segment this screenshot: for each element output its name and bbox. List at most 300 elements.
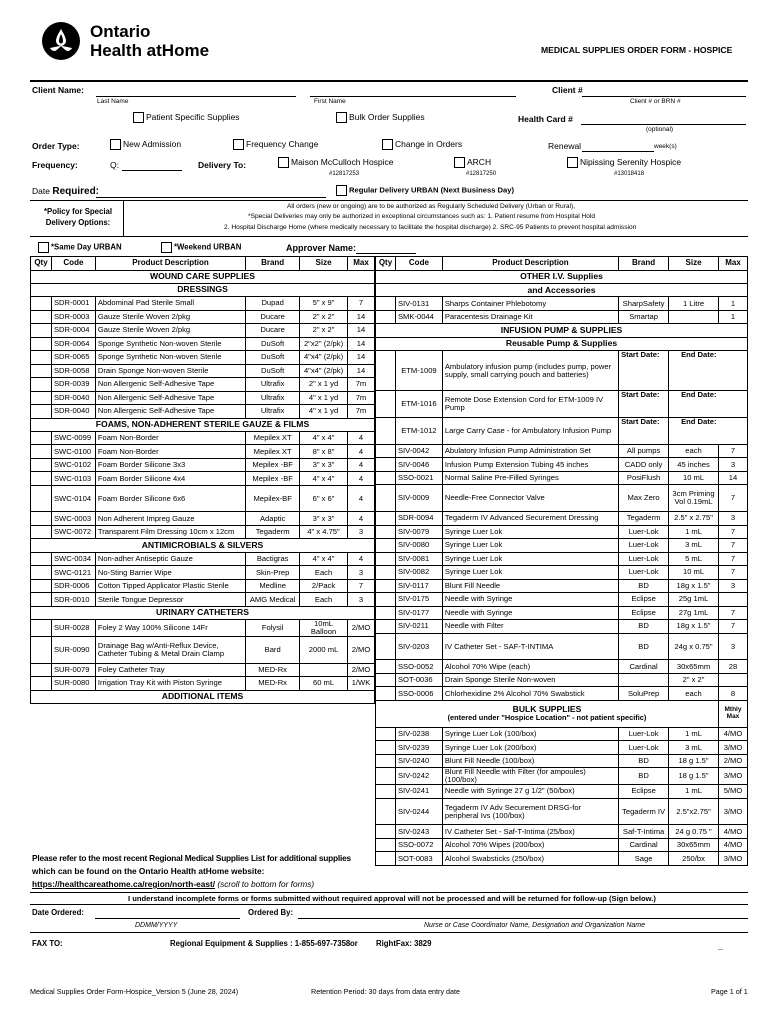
brand-cell: Tegaderm bbox=[246, 525, 300, 539]
qty-cell[interactable] bbox=[376, 660, 396, 674]
size-cell: 6" x 6" bbox=[300, 485, 348, 512]
max-cell: 3 bbox=[718, 512, 747, 526]
qty-cell[interactable] bbox=[31, 297, 52, 311]
size-cell: 2.5" x 2.75" bbox=[669, 512, 719, 526]
bulk-order-checkbox[interactable] bbox=[336, 112, 347, 123]
item-row bbox=[31, 324, 375, 338]
code-cell: SWC-0003 bbox=[51, 512, 95, 526]
qty-cell[interactable] bbox=[376, 785, 396, 799]
description-cell: Needle with Filter bbox=[442, 620, 618, 634]
brand-cell: Mepilex XT bbox=[246, 431, 300, 445]
qty-cell[interactable] bbox=[376, 471, 396, 485]
end-date-cell[interactable]: End Date: bbox=[669, 391, 748, 418]
code-cell: SDR-0004 bbox=[51, 324, 95, 338]
regular-delivery-checkbox[interactable] bbox=[336, 185, 347, 196]
item-row bbox=[376, 310, 748, 324]
code-cell: SDR-0003 bbox=[51, 310, 95, 324]
description-cell: IV Catheter Set - Saf-T-Intima (25/box) bbox=[442, 825, 618, 839]
max-cell: 14 bbox=[347, 337, 374, 351]
code-cell: SIV-0081 bbox=[395, 552, 442, 566]
brand-cell: Eclipse bbox=[619, 593, 669, 607]
max-cell: 3/MO bbox=[718, 741, 747, 755]
size-cell: 2"x2" (2/pk) bbox=[300, 337, 348, 351]
section-header-row bbox=[31, 418, 375, 431]
qty-cell[interactable] bbox=[31, 472, 52, 486]
brand-cell: BD bbox=[619, 754, 669, 768]
qty-cell[interactable] bbox=[376, 768, 396, 785]
max-cell: 3/MO bbox=[718, 798, 747, 825]
brand-cell: Cardinal bbox=[619, 660, 669, 674]
size-cell: 45 inches bbox=[669, 458, 719, 472]
last-name-caption: Last Name bbox=[97, 98, 129, 105]
code-cell: SDR-0006 bbox=[51, 579, 95, 593]
brand-cell: Eclipse bbox=[619, 606, 669, 620]
qty-cell[interactable] bbox=[376, 633, 396, 660]
bulk-title: BULK SUPPLIES bbox=[512, 704, 582, 715]
code-cell: SWC-0102 bbox=[51, 458, 95, 472]
qty-cell[interactable] bbox=[31, 351, 52, 365]
page-number: Page 1 of 1 bbox=[711, 987, 748, 996]
frequency-change-checkbox[interactable] bbox=[233, 139, 244, 150]
max-cell: 7m bbox=[347, 391, 374, 405]
date-format-caption: DDMM/YYYY bbox=[135, 922, 178, 929]
website-line: https://healthcareathome.ca/region/north-east/ (scroll to bottom for forms) bbox=[32, 879, 315, 889]
qty-cell[interactable] bbox=[31, 485, 52, 512]
code-cell: SDR-0040 bbox=[51, 391, 95, 405]
new-admission-option[interactable]: New Admission bbox=[110, 139, 181, 150]
qty-cell[interactable] bbox=[376, 673, 396, 687]
col-qty: Qty bbox=[376, 257, 396, 271]
qty-cell[interactable] bbox=[376, 539, 396, 553]
qty-cell[interactable] bbox=[31, 445, 52, 459]
item-row bbox=[376, 727, 748, 741]
max-cell: 7 bbox=[347, 297, 374, 311]
maison-checkbox[interactable] bbox=[278, 157, 289, 168]
brand-cell: Luer-Lok bbox=[619, 552, 669, 566]
max-cell: 3/MO bbox=[718, 768, 747, 785]
item-row bbox=[31, 458, 375, 472]
maison-option[interactable]: Maison McCulloch Hospice bbox=[278, 157, 394, 168]
qty-cell[interactable] bbox=[31, 405, 52, 419]
description-cell: Needle with Syringe bbox=[442, 593, 618, 607]
item-row bbox=[31, 378, 375, 392]
renewal-field[interactable] bbox=[582, 151, 654, 152]
max-cell: 4/MO bbox=[718, 825, 747, 839]
brand-cell: Ultrafix bbox=[246, 378, 300, 392]
max-cell: 7 bbox=[718, 485, 747, 512]
size-cell: 24g x 0.75" bbox=[669, 633, 719, 660]
code-cell: SIV-0079 bbox=[395, 525, 442, 539]
max-cell: 14 bbox=[347, 364, 374, 378]
section-header-row bbox=[376, 324, 748, 337]
size-cell: 2000 mL bbox=[300, 637, 348, 664]
max-cell: 3 bbox=[347, 525, 374, 539]
section-title: DRESSINGS bbox=[31, 283, 375, 296]
qty-cell[interactable] bbox=[31, 458, 52, 472]
qty-cell[interactable] bbox=[31, 525, 52, 539]
qty-cell[interactable] bbox=[31, 663, 52, 677]
pump-row bbox=[376, 418, 748, 445]
max-cell: 3 bbox=[347, 593, 374, 607]
max-cell: 2/MO bbox=[718, 754, 747, 768]
approver-label: Approver Name: bbox=[286, 243, 357, 253]
nurse-caption: Nurse or Case Coordinator Name, Designation and Organization Name bbox=[424, 922, 645, 929]
item-row bbox=[376, 660, 748, 674]
optional-caption: (optional) bbox=[646, 126, 674, 133]
size-cell: 2/Pack bbox=[300, 579, 348, 593]
description-cell: Foam Non-Border bbox=[95, 431, 245, 445]
date-ordered-field[interactable] bbox=[95, 918, 240, 919]
regular-delivery-option[interactable]: Regular Delivery URBAN (Next Business Day) bbox=[336, 185, 514, 196]
frequency-label: Frequency: bbox=[32, 160, 78, 170]
brand-cell: Saf-T-Intima bbox=[619, 825, 669, 839]
code-cell: SIV-0244 bbox=[395, 798, 442, 825]
size-cell bbox=[669, 310, 719, 324]
size-cell: 2" x 2" bbox=[300, 324, 348, 338]
arch-checkbox[interactable] bbox=[454, 157, 465, 168]
item-row bbox=[376, 754, 748, 768]
ordered-by-field[interactable] bbox=[298, 918, 748, 919]
size-cell: 4" x 1 yd bbox=[300, 391, 348, 405]
code-cell: SIV-0239 bbox=[395, 741, 442, 755]
arch-option[interactable]: ARCH bbox=[454, 157, 491, 168]
qty-cell[interactable] bbox=[31, 391, 52, 405]
section-title: URINARY CATHETERS bbox=[31, 606, 375, 619]
qty-cell[interactable] bbox=[31, 324, 52, 338]
item-row bbox=[31, 391, 375, 405]
qty-cell[interactable] bbox=[31, 677, 52, 691]
brand-cell: Luer-Lok bbox=[619, 539, 669, 553]
end-date-cell[interactable]: End Date: bbox=[669, 418, 748, 445]
item-row bbox=[31, 364, 375, 378]
description-cell: Gauze Sterile Woven 2/pkg bbox=[95, 310, 245, 324]
brand-cell: Cardinal bbox=[619, 838, 669, 852]
ontario-trillium-logo bbox=[42, 22, 80, 60]
qty-cell[interactable] bbox=[31, 310, 52, 324]
item-row bbox=[31, 663, 375, 677]
size-cell: 30x65mm bbox=[669, 838, 719, 852]
qty-cell[interactable] bbox=[376, 310, 396, 324]
frequency-field[interactable] bbox=[122, 170, 182, 171]
brand-cell: Mepilex -BF bbox=[246, 458, 300, 472]
qty-cell[interactable] bbox=[376, 825, 396, 839]
qty-cell[interactable] bbox=[376, 351, 396, 391]
nipissing-checkbox[interactable] bbox=[567, 157, 578, 168]
maison-number: #12817253 bbox=[329, 171, 360, 177]
same-day-option[interactable]: *Same Day URBAN bbox=[38, 242, 122, 253]
brand-cell: Mepilex XT bbox=[246, 445, 300, 459]
item-row bbox=[376, 566, 748, 580]
bulk-order-option[interactable]: Bulk Order Supplies bbox=[336, 112, 425, 123]
qty-cell[interactable] bbox=[31, 637, 52, 664]
client-number-label: Client # bbox=[552, 85, 583, 95]
website-link[interactable]: https://healthcareathome.ca/region/north-east/ bbox=[32, 879, 216, 889]
col-brand: Brand bbox=[246, 257, 300, 271]
version-text: Medical Supplies Order Form-Hospice_Version 5 (June 28, 2024) bbox=[30, 987, 239, 996]
description-cell: Tegaderm IV Adv Securement DRSG-for peripheral Ivs (100/box) bbox=[442, 798, 618, 825]
qty-cell[interactable] bbox=[376, 418, 396, 445]
qty-cell[interactable] bbox=[376, 579, 396, 593]
code-cell: SDR-0094 bbox=[395, 512, 442, 526]
col-qty: Qty bbox=[31, 257, 52, 271]
qty-cell[interactable] bbox=[376, 391, 396, 418]
brand-cell: Mepilex -BF bbox=[246, 472, 300, 486]
max-cell: 1 bbox=[718, 297, 747, 311]
frequency-change-option[interactable]: Frequency Change bbox=[233, 139, 318, 150]
description-cell: Chlorhexidine 2% Alcohol 70% Swabstick bbox=[442, 687, 618, 701]
same-day-checkbox[interactable] bbox=[38, 242, 49, 253]
brand-cell: Luer-Lok bbox=[619, 525, 669, 539]
item-row bbox=[31, 677, 375, 691]
size-cell: 5 mL bbox=[669, 552, 719, 566]
ordered-by-label: Ordered By: bbox=[248, 908, 294, 917]
qty-cell[interactable] bbox=[376, 512, 396, 526]
item-row bbox=[376, 741, 748, 755]
max-cell: 7 bbox=[718, 444, 747, 458]
code-cell: SWC-0121 bbox=[51, 566, 95, 580]
fax-to-label: FAX TO: bbox=[32, 939, 63, 948]
size-cell: 4" x 1 yd bbox=[300, 405, 348, 419]
change-in-orders-checkbox[interactable] bbox=[382, 139, 393, 150]
qty-cell[interactable] bbox=[31, 512, 52, 526]
item-row bbox=[31, 485, 375, 512]
code-cell: SDR-0065 bbox=[51, 351, 95, 365]
health-card-field[interactable] bbox=[581, 124, 746, 125]
item-row bbox=[376, 579, 748, 593]
brand-cell: PosiFlush bbox=[619, 471, 669, 485]
warning-text: I understand incomplete forms or forms submitted without required approval will not be processed and will be returned for follow-up (Sign below.) bbox=[128, 894, 656, 903]
qty-cell[interactable] bbox=[31, 552, 52, 566]
date-required-field[interactable] bbox=[96, 197, 326, 198]
size-cell: 25g 1mL bbox=[669, 593, 719, 607]
client-number-field[interactable] bbox=[582, 96, 746, 97]
qty-cell[interactable] bbox=[376, 852, 396, 866]
max-cell: 14 bbox=[718, 471, 747, 485]
description-cell: Non Allergenic Self-Adhesive Tape bbox=[95, 391, 245, 405]
code-cell: SIV-0082 bbox=[395, 566, 442, 580]
brand-cell: Sage bbox=[619, 852, 669, 866]
max-cell: 4 bbox=[347, 431, 374, 445]
qty-cell[interactable] bbox=[31, 431, 52, 445]
qty-cell[interactable] bbox=[376, 687, 396, 701]
max-cell: 7 bbox=[718, 539, 747, 553]
start-date-cell[interactable]: Start Date: bbox=[619, 391, 669, 418]
size-cell: Each bbox=[300, 566, 348, 580]
policy-line-2: *Special Deliveries may only be authorized in exceptional circumstances such as: 1. Patient resume from Hospital Hold bbox=[248, 213, 596, 220]
max-cell: 4/MO bbox=[718, 838, 747, 852]
size-cell: 1 mL bbox=[669, 727, 719, 741]
section-header-row bbox=[376, 270, 748, 283]
item-row bbox=[376, 525, 748, 539]
brand-cell: MED-Rx bbox=[246, 663, 300, 677]
qty-cell[interactable] bbox=[376, 525, 396, 539]
max-cell: 3 bbox=[718, 633, 747, 660]
item-row bbox=[31, 445, 375, 459]
description-cell: Non Allergenic Self-Adhesive Tape bbox=[95, 378, 245, 392]
qty-cell[interactable] bbox=[376, 838, 396, 852]
qty-cell[interactable] bbox=[376, 727, 396, 741]
max-cell: 4/MO bbox=[718, 727, 747, 741]
delivery-to-label: Delivery To: bbox=[198, 160, 247, 170]
qty-cell[interactable] bbox=[376, 606, 396, 620]
qty-cell[interactable] bbox=[31, 620, 52, 637]
size-cell: 18 g 1.5" bbox=[669, 754, 719, 768]
first-name-caption: First Name bbox=[314, 98, 346, 105]
retention-text: Retention Period: 30 days from data entry date bbox=[311, 987, 461, 996]
start-date-cell[interactable]: Start Date: bbox=[619, 418, 669, 445]
description-cell: Blunt Fill Needle with Filter (for ampoules) (100/box) bbox=[442, 768, 618, 785]
qty-cell[interactable] bbox=[31, 337, 52, 351]
approver-field[interactable] bbox=[356, 253, 416, 254]
brand-cell: DuSoft bbox=[246, 364, 300, 378]
code-cell: SWC-0100 bbox=[51, 445, 95, 459]
size-cell: 2.5"x2.75" bbox=[669, 798, 719, 825]
brand-cell: BD bbox=[619, 633, 669, 660]
size-cell: 60 mL bbox=[300, 677, 348, 691]
qty-cell[interactable] bbox=[376, 593, 396, 607]
change-in-orders-option[interactable]: Change in Orders bbox=[382, 139, 462, 150]
qty-cell[interactable] bbox=[376, 297, 396, 311]
code-cell: SUR-0090 bbox=[51, 637, 95, 664]
max-cell: 2/MO bbox=[347, 637, 374, 664]
patient-specific-checkbox[interactable] bbox=[133, 112, 144, 123]
col-size: Size bbox=[669, 257, 719, 271]
qty-cell[interactable] bbox=[376, 552, 396, 566]
qty-cell[interactable] bbox=[376, 566, 396, 580]
item-row bbox=[376, 852, 748, 866]
weekend-checkbox[interactable] bbox=[161, 242, 172, 253]
max-cell: 4 bbox=[347, 485, 374, 512]
qty-cell[interactable] bbox=[376, 754, 396, 768]
brand-cell: Dupad bbox=[246, 297, 300, 311]
qty-cell[interactable] bbox=[31, 364, 52, 378]
section-title: INFUSION PUMP & SUPPLIES bbox=[376, 324, 748, 337]
org-name-line1: Ontario bbox=[90, 22, 151, 41]
first-name-field[interactable] bbox=[310, 96, 516, 97]
qty-cell[interactable] bbox=[376, 741, 396, 755]
item-row bbox=[31, 337, 375, 351]
item-row bbox=[31, 620, 375, 637]
order-type-label: Order Type: bbox=[32, 141, 80, 151]
brand-cell: Skin-Prep bbox=[246, 566, 300, 580]
max-cell: 7 bbox=[718, 606, 747, 620]
dash-mark: _ bbox=[718, 941, 724, 951]
size-cell: 18 g 1.5" bbox=[669, 768, 719, 785]
col-description: Product Description bbox=[95, 257, 245, 271]
description-cell: Blunt Fill Needle (100/box) bbox=[442, 754, 618, 768]
item-row bbox=[31, 552, 375, 566]
size-cell: 10 mL bbox=[669, 471, 719, 485]
item-row bbox=[31, 351, 375, 365]
qty-cell[interactable] bbox=[31, 579, 52, 593]
policy-label: *Policy for Special Delivery Options: bbox=[43, 207, 113, 227]
code-cell: SUR-0079 bbox=[51, 663, 95, 677]
section-header-row bbox=[31, 606, 375, 619]
patient-specific-option[interactable]: Patient Specific Supplies bbox=[133, 112, 240, 123]
item-row bbox=[376, 620, 748, 634]
description-cell: Foam Border Silicone 6x6 bbox=[95, 485, 245, 512]
brand-cell: Max Zero bbox=[619, 485, 669, 512]
code-cell: ETM-1012 bbox=[395, 418, 442, 445]
section-header-row bbox=[31, 539, 375, 552]
description-cell: Syringe Luer Lok (200/box) bbox=[442, 741, 618, 755]
new-admission-checkbox[interactable] bbox=[110, 139, 121, 150]
start-date-cell[interactable]: Start Date: bbox=[619, 351, 669, 391]
brand-cell: Luer-Lok bbox=[619, 566, 669, 580]
col-code: Code bbox=[395, 257, 442, 271]
qty-cell[interactable] bbox=[31, 593, 52, 607]
max-cell: 3 bbox=[718, 579, 747, 593]
max-cell: 4 bbox=[347, 552, 374, 566]
code-cell: SUR-0028 bbox=[51, 620, 95, 637]
size-cell: 2" x 2" bbox=[669, 673, 719, 687]
qty-cell[interactable] bbox=[31, 566, 52, 580]
qty-cell[interactable] bbox=[376, 444, 396, 458]
max-cell: 28 bbox=[718, 660, 747, 674]
section-title: ADDITIONAL ITEMS bbox=[31, 690, 375, 703]
nipissing-option[interactable]: Nipissing Serenity Hospice bbox=[567, 157, 681, 168]
qty-cell[interactable] bbox=[376, 798, 396, 825]
qty-cell[interactable] bbox=[376, 620, 396, 634]
max-cell: 7m bbox=[347, 405, 374, 419]
brand-cell: Tegaderm IV bbox=[619, 798, 669, 825]
qty-cell[interactable] bbox=[376, 458, 396, 472]
description-cell: Tegaderm IV Advanced Securement Dressing bbox=[442, 512, 618, 526]
qty-cell[interactable] bbox=[31, 378, 52, 392]
description-cell: Drain Sponge Sterile Non-woven bbox=[442, 673, 618, 687]
code-cell: SMK-0044 bbox=[395, 310, 442, 324]
item-row bbox=[376, 512, 748, 526]
description-cell: Sponge Synthetic Non-woven Sterile bbox=[95, 351, 245, 365]
item-row bbox=[31, 512, 375, 526]
health-card-label: Health Card # bbox=[518, 114, 573, 124]
item-row bbox=[31, 310, 375, 324]
size-cell: 10 mL bbox=[669, 566, 719, 580]
item-row bbox=[31, 297, 375, 311]
size-cell: 3 mL bbox=[669, 741, 719, 755]
description-cell: Alcohol Swabsticks (250/box) bbox=[442, 852, 618, 866]
description-cell: Remote Dose Extension Cord for ETM-1009 IV Pump bbox=[442, 391, 618, 418]
max-cell: 2/MO bbox=[347, 663, 374, 677]
bulk-subtitle: (entered under "Hospice Location" - not patient specific) bbox=[447, 713, 647, 723]
item-row bbox=[31, 593, 375, 607]
code-cell: ETM-1016 bbox=[395, 391, 442, 418]
brand-cell: Ultrafix bbox=[246, 391, 300, 405]
description-cell: Sharps Container Phlebotomy bbox=[442, 297, 618, 311]
code-cell: SIV-0241 bbox=[395, 785, 442, 799]
item-row bbox=[376, 552, 748, 566]
max-cell: 14 bbox=[347, 310, 374, 324]
description-cell: Syringe Luer Lok bbox=[442, 566, 618, 580]
section-title: OTHER I.V. Supplies bbox=[376, 270, 748, 283]
section-header-row bbox=[376, 337, 748, 350]
description-cell: Drain Sponge Non-woven Sterile bbox=[95, 364, 245, 378]
code-cell: SIV-0243 bbox=[395, 825, 442, 839]
max-cell: 2/MO bbox=[347, 620, 374, 637]
left-supplies-table bbox=[30, 256, 375, 704]
last-name-field[interactable] bbox=[96, 96, 296, 97]
q-label: Q: bbox=[110, 160, 119, 170]
size-cell: 27g 1mL bbox=[669, 606, 719, 620]
code-cell: SDR-0010 bbox=[51, 593, 95, 607]
brand-cell: Medline bbox=[246, 579, 300, 593]
item-row bbox=[376, 593, 748, 607]
end-date-cell[interactable]: End Date: bbox=[669, 351, 748, 391]
description-cell: Ambulatory infusion pump (includes pump, power supply, small carrying pouch and batteries) bbox=[442, 351, 618, 391]
qty-cell[interactable] bbox=[376, 485, 396, 512]
weekend-option[interactable]: *Weekend URBAN bbox=[161, 242, 241, 253]
item-row bbox=[376, 297, 748, 311]
